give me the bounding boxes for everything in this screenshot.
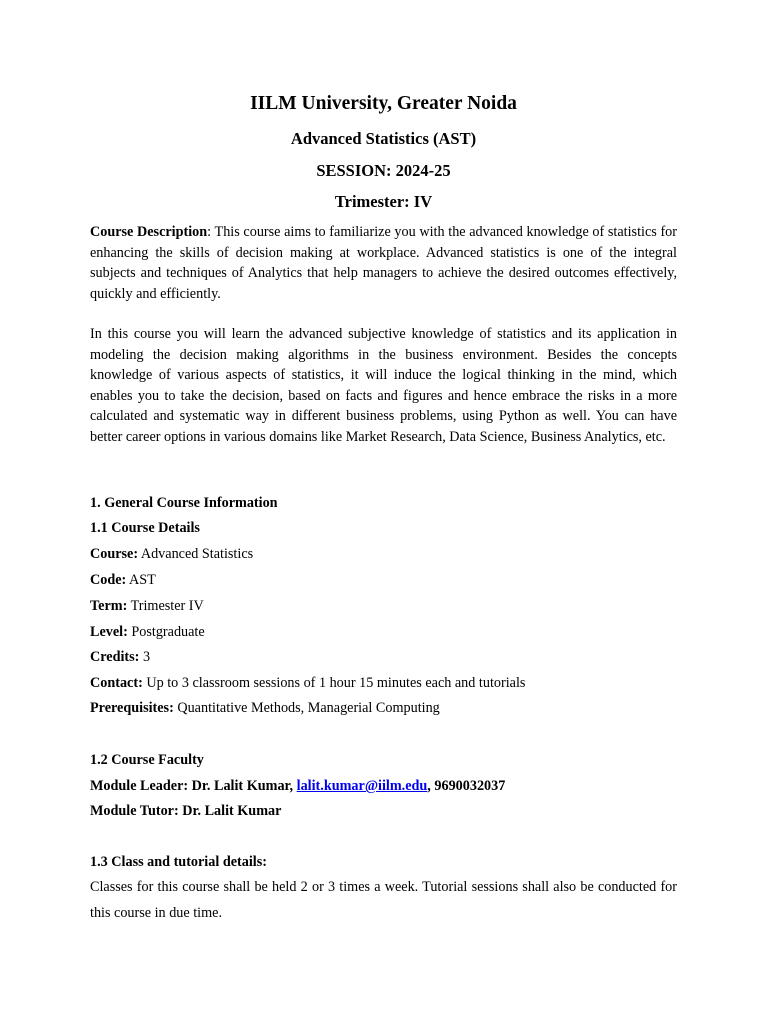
class-tutorial-paragraph: Classes for this course shall be held 2 or 3 times a week. Tutorial sessions shall also be conducted for this course in due time. <box>90 879 677 921</box>
prerequisites-value: Quantitative Methods, Managerial Computing <box>173 700 440 716</box>
course-description-label: Course Description <box>90 224 208 240</box>
course-title: Advanced Statistics (AST) <box>290 129 477 148</box>
general-info-heading: 1. General Course Information <box>90 495 278 511</box>
class-tutorial-heading: 1.3 Class and tutorial details: <box>90 854 267 870</box>
course-overview-paragraph: In this course you will learn the advanced subjective knowledge of statistics and its application in modeling the decision making algorithms in the business environment. Besides the concepts knowledge of various aspects of statistics, it will induce the logical thinking in the mind, which enables you to take the decision, based on facts and figures and hence embrace the risks in a more calculated and systematic way in different business problems, using Python as well. You can have better career options in various domains like Market Research, Data Science, Business Analytics, etc. <box>90 326 677 445</box>
credits-value: 3 <box>139 649 151 665</box>
course-description-text: : This course aims to familiarize you with the advanced knowledge of statistics for enhancing the skills of decision making at workplace. Advanced statistics is one of the integral subjects and techniques of Analytics that help managers to achieve the desired outcomes effectively, quickly and efficiently. <box>90 224 677 302</box>
module-leader-phone: , 9690032037 <box>427 778 506 794</box>
contact-row <box>90 673 690 693</box>
course-details-heading: 1.1 Course Details <box>90 520 200 536</box>
contact-value: Up to 3 classroom sessions of 1 hour 15 minutes each and tutorials <box>142 675 526 691</box>
code-value: AST <box>126 572 156 588</box>
level-value: Postgraduate <box>127 624 205 640</box>
term-label: Term: <box>90 598 128 614</box>
session-heading: SESSION: 2024-25 <box>316 161 451 180</box>
code-row <box>90 570 690 590</box>
course-row <box>90 544 690 564</box>
trimester-heading: Trimester: IV <box>334 192 433 211</box>
university-title: IILM University, Greater Noida <box>250 93 517 114</box>
course-faculty-heading: 1.2 Course Faculty <box>90 752 204 768</box>
module-leader-row <box>90 776 690 796</box>
level-row <box>90 622 690 642</box>
level-label: Level: <box>90 624 128 640</box>
course-value: Advanced Statistics <box>138 546 254 562</box>
term-row <box>90 596 690 616</box>
contact-label: Contact: <box>90 675 143 691</box>
term-value: Trimester IV <box>127 598 204 614</box>
credits-label: Credits: <box>90 649 140 665</box>
code-label: Code: <box>90 572 127 588</box>
prerequisites-label: Prerequisites: <box>90 700 174 716</box>
module-tutor-row: Module Tutor: Dr. Lalit Kumar <box>90 803 282 819</box>
module-leader-label: Module Leader: Dr. Lalit Kumar, <box>90 778 297 794</box>
course-description-paragraph <box>90 222 677 304</box>
credits-row <box>90 647 690 667</box>
course-label: Course: <box>90 546 139 562</box>
module-leader-email-link[interactable]: lalit.kumar@iilm.edu <box>296 778 428 794</box>
prerequisites-row <box>90 698 690 718</box>
